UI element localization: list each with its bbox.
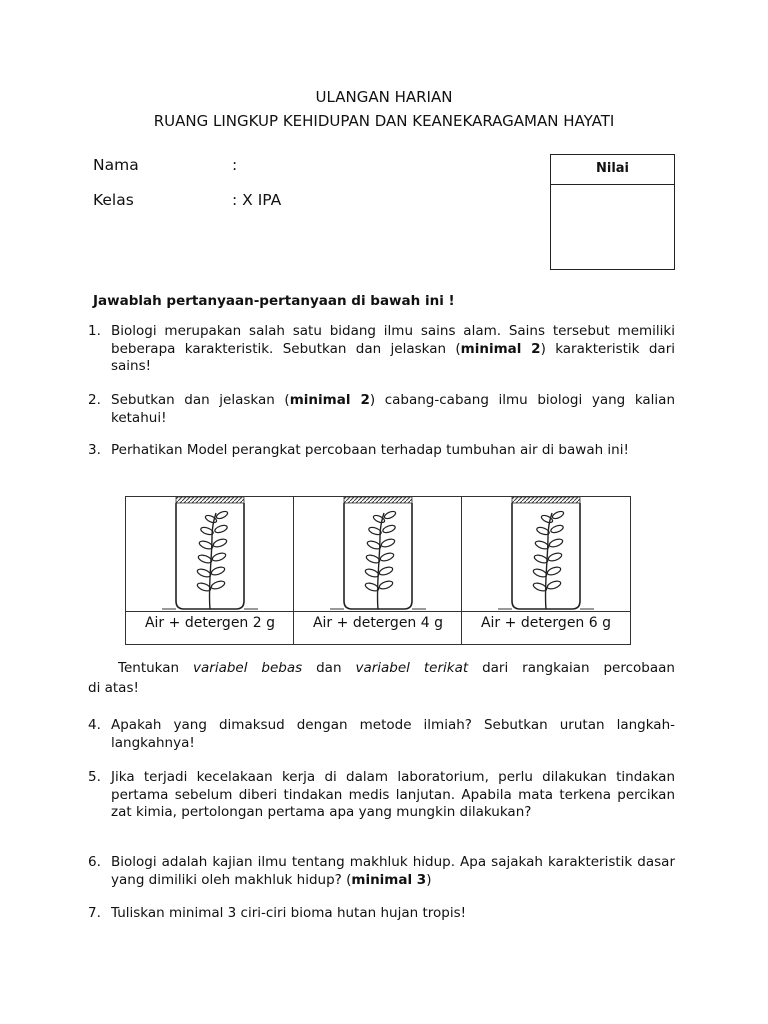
question-number: 6.	[88, 854, 101, 870]
question-number: 3.	[88, 442, 101, 458]
question-emphasis: minimal 2	[460, 340, 541, 357]
exam-subtitle: RUANG LINGKUP KEHIDUPAN DAN KEANEKARAGAMAN HAYATI	[153, 112, 615, 130]
question-text: Jika terjadi kecelakaan kerja di dalam laboratorium, perlu dilakukan tindakan pertama sebelum diberi tindakan medis lanjutan. Apabila mata terkena percikan zat kimia, pertolongan pertama apa yang mungkin dilakukan?	[111, 769, 675, 820]
question-number: 2.	[88, 392, 101, 408]
experiment-figure	[125, 496, 631, 645]
followup-text: dari rangkaian percobaan	[468, 660, 675, 676]
followup-text: di atas!	[88, 680, 139, 696]
question-text: Tuliskan minimal 3 ciri-ciri bioma hutan hujan tropis!	[111, 905, 467, 921]
question-4	[88, 717, 675, 752]
nama-label: Nama	[93, 156, 139, 174]
caption-2g: Air + detergen 2 g	[144, 615, 276, 631]
followup-text: dan	[302, 660, 356, 676]
question-5	[88, 769, 675, 822]
question-2	[88, 392, 675, 427]
followup-italic: variabel terikat	[355, 660, 469, 676]
question-number: 1.	[88, 323, 101, 339]
question-number: 7.	[88, 905, 101, 921]
question-text: Biologi merupakan salah satu bidang ilmu sains alam. Sains tersebut memiliki beberapa karakteristik. Sebutkan dan jelaskan (	[111, 323, 675, 357]
question-text: )	[426, 871, 432, 888]
caption-4g: Air + detergen 4 g	[312, 615, 444, 631]
question-text: Sebutkan dan jelaskan (	[111, 392, 290, 408]
caption-divider	[126, 611, 630, 612]
jar-1-icon	[162, 497, 258, 609]
plant-jars-illustration	[126, 497, 630, 611]
question-emphasis: minimal 2	[289, 392, 370, 408]
question-text: Biologi adalah kajian ilmu tentang makhluk hidup. Apa sajakah karakteristik dasar yang dimiliki oleh makhluk hidup? (	[111, 854, 675, 888]
jar-2-icon	[330, 497, 426, 609]
question-6	[88, 854, 675, 889]
nama-value: :	[232, 156, 238, 174]
caption-6g: Air + detergen 6 g	[480, 615, 612, 631]
followup-text: Tentukan	[118, 660, 194, 676]
exam-title: ULANGAN HARIAN	[315, 88, 453, 106]
question-text: ) karakteristik dari sains!	[111, 340, 675, 374]
score-label: Nilai	[551, 155, 674, 185]
followup-italic: variabel bebas	[193, 660, 303, 676]
question-number: 5.	[88, 769, 101, 785]
question-number: 4.	[88, 717, 101, 733]
followup-instruction	[88, 658, 675, 698]
question-7	[88, 905, 675, 923]
kelas-label: Kelas	[93, 191, 134, 209]
question-3	[88, 442, 675, 460]
score-box	[550, 154, 675, 270]
question-1	[88, 323, 675, 376]
question-text: ) cabang-cabang ilmu biologi yang kalian ketahui!	[111, 392, 675, 426]
question-text: Perhatikan Model perangkat percobaan terhadap tumbuhan air di bawah ini!	[111, 442, 629, 458]
question-emphasis: minimal 3	[351, 871, 427, 888]
jar-3-icon	[498, 497, 594, 609]
kelas-value: : X IPA	[232, 191, 282, 209]
question-text: Apakah yang dimaksud dengan metode ilmiah? Sebutkan urutan langkah-langkahnya!	[111, 717, 675, 751]
instruction: Jawablah pertanyaan-pertanyaan di bawah ini !	[93, 293, 455, 309]
